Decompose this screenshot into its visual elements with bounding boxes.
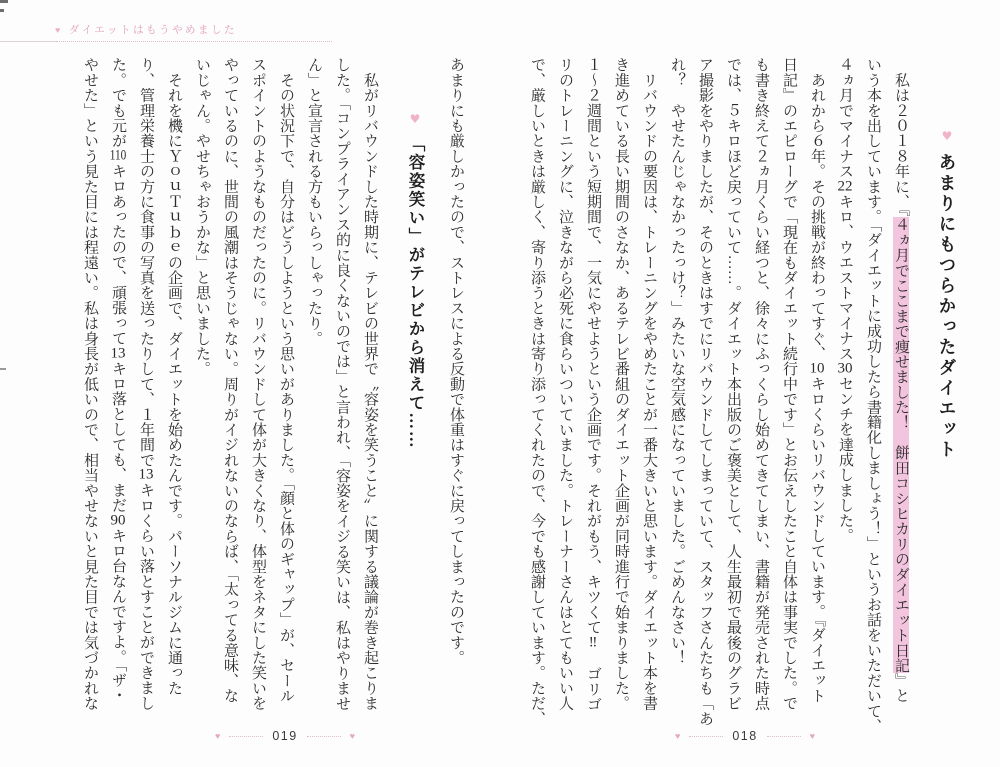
left-page-footer [35,729,535,743]
text-column: いう本を出しています。「ダイエットに成功したら書籍化しましょう！」というお話をいただいて、 [865,57,881,734]
text-column: やせた」という見た目には程遠い。私は身長が低いので、相当やせないと見た目では気づかれな [82,57,98,711]
heart-icon: ♥ [408,112,422,128]
chapter-title [929,57,965,719]
text-column: その状況下で、自分はどうしようという思いがありました。「顔と体のギャップ」が、セール [278,57,294,704]
text-column: り、管理栄養士の方に食事の写真を送ったりして、１年間で13キロくらい落とすことができまし [138,57,154,711]
page-number: 019 [272,729,298,743]
right-page-footer [495,729,995,743]
text-column: した。「コンプライアンス的に良くないのでは」と言われ、「容姿をイジる笑いは、私はやりませ [334,57,350,711]
running-header-label: ダイエットはもうやめました [68,24,238,36]
opening-post: 』と [893,672,909,704]
opening-pre: 私は２０１８年に、『 [893,57,909,217]
text-column: では、５キロほど戻っていて……。ダイエット本出版のご褒美として、人生最初で最後のグラビ [725,57,741,711]
text-column: ４ヵ月でマイナス22キロ、ウエストマイナス30センチを達成しました。 [837,57,853,544]
text-column: 私がリバウンドした時期に、テレビの世界で〝容姿を笑うこと〟に関する議論が巻き起こりま [362,57,378,711]
text-column: 日記』のエピローグで「現在もダイエット続行中です」とお伝えしたこと自体は事実でした。で [781,57,797,711]
heart-icon: ♥ [214,731,221,741]
footer-dotted-line [307,736,341,737]
section-subheading [398,57,432,719]
text-column: スポイントのようなものだったのに。リバウンドして体が大きくなり、体型をネタにした笑いを [250,57,266,711]
heart-icon: ♥ [674,731,681,741]
text-column: も書き終えて２ヵ月くらい経つと、徐々にふっくらし始めてきてしまい、書籍が発売された時点 [753,57,769,711]
text-column: リバウンドの要因は、トレーニングをやめたことが一番大きいと思います。ダイエット本を書 [641,57,657,711]
text-column: いじゃん。やせちゃおうかな」と思いました。 [194,57,210,377]
header-rule-dotted [56,41,332,42]
text-column: た。でも元が110キロあったので、頑張って13キロ落としても、まだ90キロ台なんですよ。「ザ・ [109,57,127,703]
text-column: それを機にＹｏｕＴｕｂｅの企画で、ダイエットを始めたんです。パーソナルジムに通った [166,57,182,696]
text-column: リのトレーニングに、泣きながら必死に食らいついていました。トレーナーさんはとてもいい人 [557,57,573,711]
text-column: で、厳しいときは厳しく、寄り添うときは寄り添ってくれたので、今でも感謝しています。ただ、 [529,57,545,726]
opening-column [887,57,915,719]
text-column: あまりにも厳しかったので、ストレスによる反動で体重はすぐに戻ってしまったのです。 [448,57,464,665]
heart-icon: ♥ [55,24,63,35]
running-header [55,22,237,37]
text-column: あれから６年。その挑戦が終わってすぐ、10キロくらいリバウンドしています。『ダイエット [809,57,825,703]
subheading-text: 「容姿笑い」がテレビから消えて…… [406,135,425,450]
page-number: 018 [732,729,758,743]
text-column: れ？ やせたんじゃなかったっけ？」みたいな空気感になっていました。ごめんなさい！ [669,57,685,665]
footer-dotted-line [767,736,801,737]
text-column: き進めている長い期間のさなか、あるテレビ番組のダイエット企画が同時進行で始まりました。 [613,57,629,711]
text-column: １〜２週間という短期間で、一気にやせようという企画です。それがもう、キツくて‼ ゴリゴ [585,57,601,712]
heart-icon: ♥ [940,129,954,146]
highlighted-book-title: ４ヵ月でここまで痩せました！ 餅田コシヒカリのダイエット日記 [893,216,909,673]
footer-dotted-line [689,736,723,737]
scan-artifact [0,0,8,3]
footer-dotted-line [229,736,263,737]
right-page [500,57,965,734]
scan-artifact [0,368,6,370]
text-column: やっているのに、世間の風潮はそうじゃない。周りがイジれないのならば、「太ってる意味、な [222,57,238,704]
heart-icon: ♥ [349,731,356,741]
left-page [35,57,470,719]
text-column: ア撮影をやりましたが、そのときはすでにリバウンドしてしまっていて、スタッフさんたちも「あ [697,57,713,726]
scan-artifact [0,9,4,12]
text-column: ん」と宣言される方もいらっしゃったり。 [306,57,322,346]
chapter-title-text: あまりにもつらかったダイエット [937,153,957,461]
heart-icon: ♥ [809,731,816,741]
header-rule [0,41,56,42]
